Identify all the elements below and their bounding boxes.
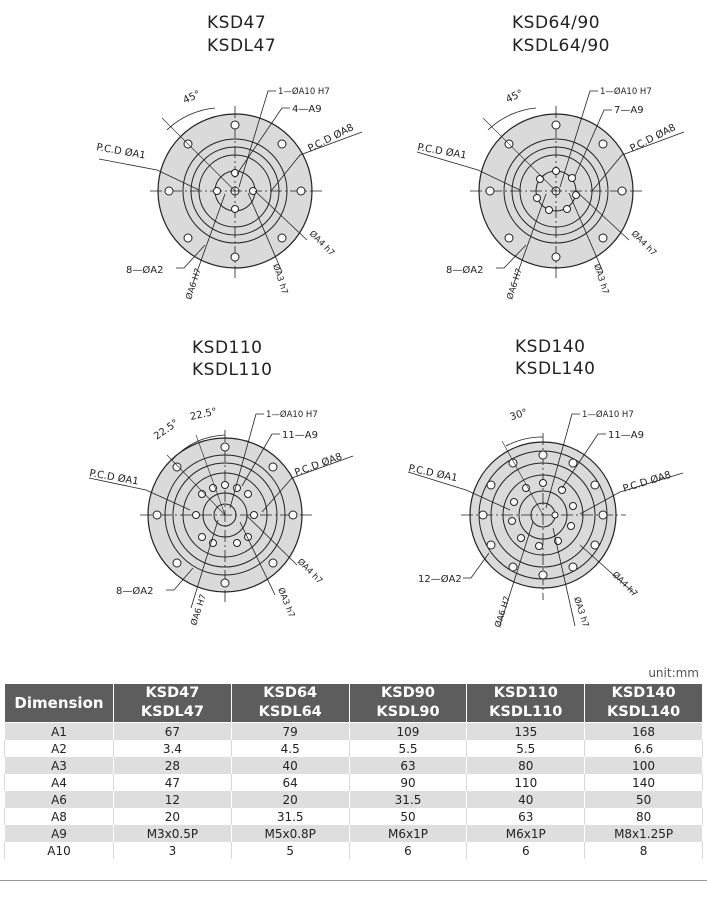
table-cell: 40 [231,757,349,774]
pcd-a1-label: P.C.D ØA1 [95,142,147,162]
a4-label: ØA4 h7 [306,229,337,259]
header-col-5 [585,684,703,723]
header-line2: KSDL90 [376,704,440,720]
table-cell: 3.4 [114,740,232,757]
model-name-line2: KSDL110 [192,360,273,380]
table-cell: 6 [467,842,585,859]
table-cell: M6x1P [467,825,585,842]
header-line1: KSD47 [145,685,200,701]
table-cell: M6x1P [349,825,467,842]
table-cell: 90 [349,774,467,791]
table-cell: 3 [114,842,232,859]
table-cell: M3x0.5P [114,825,232,842]
table-row [5,842,703,859]
a2-label: 8—ØA2 [446,265,484,276]
a4-label: ØA4 h7 [628,229,659,259]
table-cell: 5.5 [349,740,467,757]
angle-label: 30° [508,407,529,424]
table-cell: 47 [114,774,232,791]
a2-label: 12—ØA2 [418,574,462,585]
header-line1: KSD110 [493,685,558,701]
table-cell: 135 [467,723,585,741]
row-label: A6 [5,791,114,808]
table-cell: M5x0.8P [231,825,349,842]
a4-label: ØA4 h7 [294,557,325,587]
drawing-ksd110 [88,338,353,627]
table-row [5,808,703,825]
header-line2: KSDL64 [258,704,322,720]
row-label: A1 [5,723,114,741]
table-row [5,825,703,842]
header-line2: KSDL110 [489,704,563,720]
a9-label: 11—A9 [608,430,644,441]
a6-label: ØA6 H7 [493,595,513,629]
header-dimension: Dimension [5,684,114,723]
row-label: A3 [5,757,114,774]
table-cell: 80 [467,757,585,774]
a9-label: 11—A9 [282,430,318,441]
a3-label: ØA3 h7 [275,586,297,620]
pcd-a8-label: P.C.D ØA8 [621,469,673,495]
table-cell: 109 [349,723,467,741]
model-name-line1: KSD110 [192,338,263,358]
a10-label: 1—ØA10 H7 [600,87,652,97]
table-cell: 12 [114,791,232,808]
pcd-a8-label: P.C.D ØA8 [293,451,344,479]
row-label: A8 [5,808,114,825]
header-col-2 [231,684,349,723]
table-cell: 63 [349,757,467,774]
table-header-row [5,684,703,723]
table-cell: 100 [585,757,703,774]
a6-label: ØA6 H7 [505,267,525,301]
table-cell: 20 [114,808,232,825]
table-row [5,757,703,774]
model-name-line2: KSDL47 [207,36,277,56]
table-cell: 6 [349,842,467,859]
table-cell: 79 [231,723,349,741]
table-cell: 67 [114,723,232,741]
table-cell: 168 [585,723,703,741]
pcd-a8-label: P.C.D ØA8 [628,122,678,155]
table-cell: 8 [585,842,703,859]
table-cell: 31.5 [231,808,349,825]
table-row [5,723,703,741]
pcd-a8-label: P.C.D ØA8 [306,122,356,155]
header-line1: KSD140 [611,685,676,701]
header-col-3 [349,684,467,723]
table-cell: M8x1.25P [585,825,703,842]
header-line2: KSDL140 [606,704,681,720]
table-cell: 63 [467,808,585,825]
drawing-ksd140 [407,337,683,629]
header-col-4 [467,684,585,723]
table-row [5,740,703,757]
unit-label: unit:mm [648,666,699,680]
pcd-a1-label: P.C.D ØA1 [88,468,140,488]
table-row [5,791,703,808]
table-cell: 6.6 [585,740,703,757]
table-cell: 50 [349,808,467,825]
table-cell: 40 [467,791,585,808]
header-col-1 [114,684,232,723]
table-cell: 140 [585,774,703,791]
angle-label: 45° [181,88,203,107]
angle-label-2: 22.5° [189,406,219,423]
bottom-divider [0,880,707,881]
model-name-line1: KSD47 [207,13,267,33]
a6-label: ØA6 H7 [184,267,204,301]
table-cell: 28 [114,757,232,774]
drawing-ksd47 [95,13,362,301]
header-line1: KSD90 [381,685,435,701]
row-label: A4 [5,774,114,791]
a3-label: ØA3 h7 [571,595,591,629]
angle-label: 22.5° [152,417,181,443]
a3-label: ØA3 h7 [270,262,290,296]
a6-label: ØA6 H7 [189,593,209,627]
drawing-ksd64-90 [416,13,684,301]
header-line1: KSD64 [263,685,318,701]
model-name-line2: KSDL64/90 [512,36,610,56]
table-cell: 80 [585,808,703,825]
a3-label: ØA3 h7 [591,262,611,296]
angle-label: 45° [504,88,526,106]
table-row [5,774,703,791]
table-cell: 64 [231,774,349,791]
a2-label: 8—ØA2 [116,586,154,597]
model-name-line1: KSD140 [515,337,586,357]
table-cell: 5.5 [467,740,585,757]
model-name-line1: KSD64/90 [512,13,601,33]
pcd-a1-label: P.C.D ØA1 [416,142,468,162]
a2-label: 8—ØA2 [126,265,164,276]
table-cell: 5 [231,842,349,859]
row-label: A10 [5,842,114,859]
table-cell: 50 [585,791,703,808]
header-line2: KSDL47 [140,704,204,720]
pcd-a1-label: P.C.D ØA1 [407,463,459,485]
a9-label: 4—A9 [292,104,322,115]
a9-label: 7—A9 [614,105,644,116]
table-cell: 31.5 [349,791,467,808]
a10-label: 1—ØA10 H7 [266,410,318,420]
table-cell: 20 [231,791,349,808]
a10-label: 1—ØA10 H7 [582,410,634,420]
table-cell: 4.5 [231,740,349,757]
dimension-table [4,683,703,859]
row-label: A9 [5,825,114,842]
model-name-line2: KSDL140 [515,359,596,379]
a4-label: ØA4 h7 [609,570,640,600]
a10-label: 1—ØA10 H7 [278,87,330,97]
row-label: A2 [5,740,114,757]
table-cell: 110 [467,774,585,791]
